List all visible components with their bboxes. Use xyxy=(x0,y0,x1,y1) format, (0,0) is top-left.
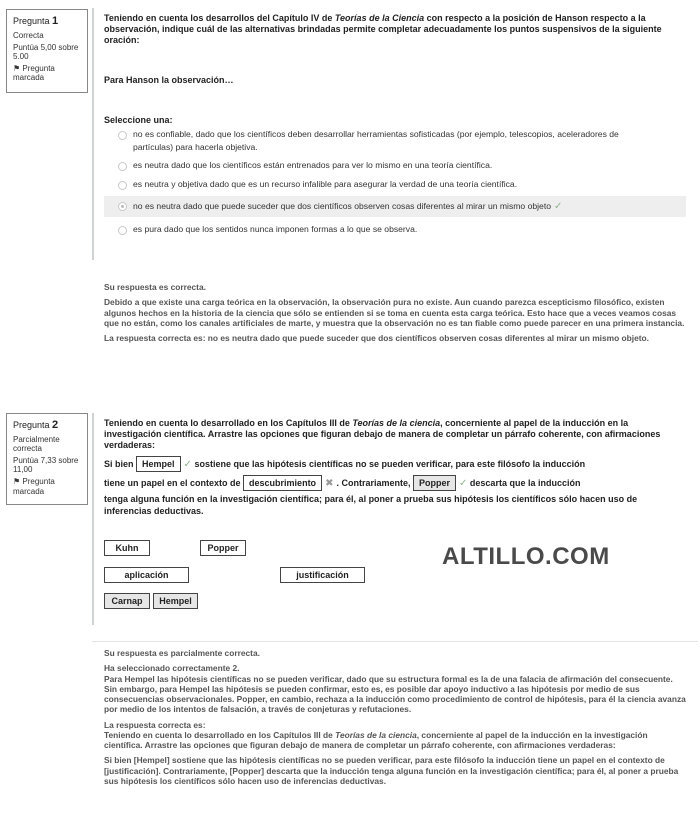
question-score: Puntúa 7,33 sobre 11,00 xyxy=(13,456,79,475)
checkmark-icon: ✓ xyxy=(459,477,468,489)
radio-button[interactable] xyxy=(118,226,127,235)
question-text: Teniendo en cuenta los desarrollos del Capítulo IV de Teorías de la Ciencia con respecto a la posición de Hanson respecto a la observación, indique cuál de las alternativas brindadas permite completar adecuadamente los puntos suspensivos de la siguiente oración: xyxy=(104,13,662,45)
feedback-correct-answer: La respuesta correcta es: no es neutra dado que puede suceder que dos científicos observen cosas diferentes al mirar un mismo objeto. xyxy=(104,333,650,343)
feedback-correct-sentence: Si bien [Hempel] sostiene que las hipótesis científicas no se pueden verificar, para este filósofo la inducción tiene un papel en el contexto de [justificación]. Contrariamente, [Popper] descarta que la inducción tenga alguna función en la investigación científica; para él, al poner a prueba sus hipótesis los científicos sólo hacen uso de inferencias deductivas. xyxy=(104,755,679,786)
drag-paragraph-end: tenga alguna función en la investigación científica; para él, al poner a prueba sus hipótesis los científicos sólo hacen uso de inferencias deductivas. xyxy=(104,493,638,516)
question-number: Pregunta 2 xyxy=(13,419,59,431)
checkmark-icon: ✓ xyxy=(183,458,192,470)
question-number: Pregunta 1 xyxy=(13,15,59,27)
flag-question-link[interactable]: ⚑ Pregunta marcada xyxy=(13,64,55,83)
feedback-explanation: Debido a que existe una carga teórica en la observación, la observación pura no existe. Aun cuando parezca escepticismo filosófico, existen algunos hechos en la historia de la ciencia que sólo se entienden si se toma en cuenta esta carga teórica. Esto hace que a veces veamos cosas que no están, como los canales artificiales de marte, y muestra que la observación no es tan fiable como puede parecer en una primera instancia. xyxy=(104,297,685,328)
select-prompt: Seleccione una: xyxy=(104,114,173,125)
question-content-1 xyxy=(92,8,698,260)
feedback-explanation: Para Hempel las hipótesis científicas no se pueden verificar, dado que su estructura formal es la de una falacia de afirmación del consecuente. Sin embargo, para Hempel las hipótesis se pueden confirmar, esto es, es posible dar apoyo inductivo a las hipótesis por medio de sus consecuencias observacionales. Popper, en cambio, rechaza a la inducción como procedimiento de control de hipótesis, para él la ciencia avanza por medio de los intentos de falsación, a través de conjeturas y refutaciones. xyxy=(104,673,686,715)
radio-button-selected[interactable] xyxy=(118,202,127,211)
answer-option-1[interactable]: no es confiable, dado que los científicos deben desarrollar herramientas sofisticadas (por ejemplo, telescopios, aceleradores de partículas) para hacerla objetiva. xyxy=(104,128,686,154)
drag-choice-carnap[interactable]: Carnap xyxy=(104,593,150,609)
feedback-correct-label: La respuesta correcta es: xyxy=(104,719,206,730)
answer-option-2[interactable]: es neutra dado que los científicos están entrenados para ver lo mismo en una teoría científica. xyxy=(104,159,686,172)
question-status: Parcialmente correcta xyxy=(13,434,60,453)
feedback-selected: Ha seleccionado correctamente 2. xyxy=(104,663,240,674)
feedback-result: Su respuesta es parcialmente correcta. xyxy=(104,648,260,658)
cross-icon: ✖ xyxy=(325,477,334,489)
watermark-text: ALTILLO.COM xyxy=(442,543,610,570)
drop-zone-3[interactable]: Popper xyxy=(413,475,456,491)
drag-paragraph: Si bien Hempel ✓ sostiene que las hipótesis científicas no se pueden verificar, para este filósofo la inducción tiene un papel en el contexto de descubrimiento ✖ . Contrariamente, Popper ✓ descarta que la inducción xyxy=(104,455,686,493)
question-info-2 xyxy=(6,413,88,505)
flag-icon: ⚑ xyxy=(13,64,21,74)
answer-option-3[interactable]: es neutra y objetiva dado que es un recurso infalible para asegurar la verdad de una teoría científica. xyxy=(104,178,686,191)
flag-question-link[interactable]: ⚑ Pregunta marcada xyxy=(13,477,55,496)
drag-choice-aplicacion[interactable]: aplicación xyxy=(104,567,189,583)
feedback-1 xyxy=(92,276,698,376)
drop-zone-2[interactable]: descubrimiento xyxy=(243,475,322,491)
radio-button[interactable] xyxy=(118,131,127,140)
feedback-result: Su respuesta es correcta. xyxy=(104,282,206,292)
question-sentence: Para Hanson la observación… xyxy=(104,74,234,85)
answer-option-5[interactable]: es pura dado que los sentidos nunca imponen formas a lo que se observa. xyxy=(104,223,686,236)
question-text: Teniendo en cuenta lo desarrollado en los Capítulos III de Teorías de la ciencia, concerniente al papel de la inducción en la investigación científica. Arrastre las opciones que figuran debajo de manera de completar un párrafo coherente, con afirmaciones verdaderas: xyxy=(104,418,661,450)
drag-choice-hempel[interactable]: Hempel xyxy=(153,593,198,609)
checkmark-icon: ✓ xyxy=(554,201,563,213)
question-status: Correcta xyxy=(13,30,44,40)
answer-option-4[interactable]: no es neutra dado que puede suceder que dos científicos observen cosas diferentes al mirar un mismo objeto ✓ xyxy=(104,196,686,217)
flag-icon: ⚑ xyxy=(13,477,21,487)
drop-zone-1[interactable]: Hempel xyxy=(136,456,181,472)
drag-choice-popper[interactable]: Popper xyxy=(200,540,246,556)
radio-button[interactable] xyxy=(118,181,127,190)
question-info-1 xyxy=(6,9,88,93)
drag-choice-justificacion[interactable]: justificación xyxy=(280,567,365,583)
radio-button[interactable] xyxy=(118,162,127,171)
feedback-correct-question: Teniendo en cuenta lo desarrollado en los Capítulos III de Teorías de la ciencia, concerniente al papel de la inducción en la investigación científica. Arrastre las opciones que figuran debajo de manera de completar un párrafo coherente, con afirmaciones verdaderas: xyxy=(104,729,648,750)
question-score: Puntúa 5,00 sobre 5.00 xyxy=(13,42,79,62)
drag-choice-kuhn[interactable]: Kuhn xyxy=(104,540,150,556)
feedback-2 xyxy=(92,641,698,837)
